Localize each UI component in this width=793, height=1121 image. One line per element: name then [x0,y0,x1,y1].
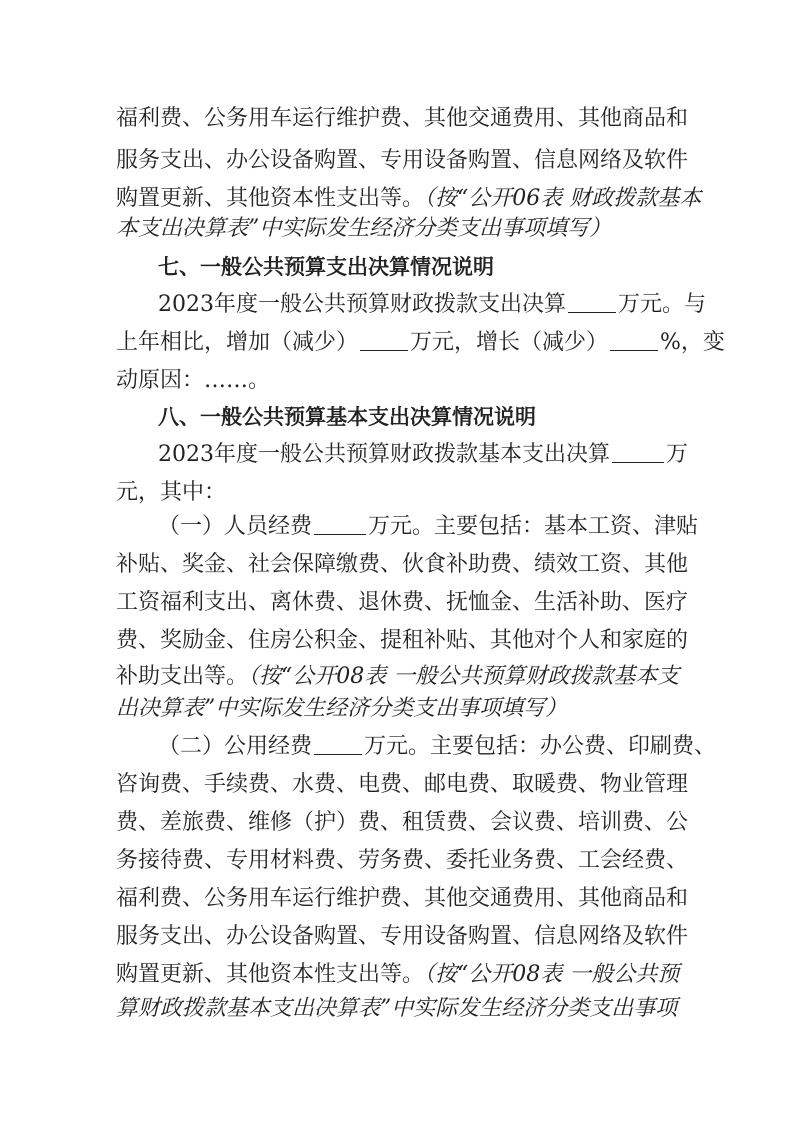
body-text: 2023年度一般公共预算财政拨款支出决算 [158,292,566,317]
body-text: 万元。与 [618,292,707,317]
body-text: 购置更新、其他资本性支出等。 [116,186,425,211]
body-text-line: 工资福利支出、离休费、退休费、抚恤金、生活补助、医疗 [116,590,689,615]
amount-blank [360,330,408,351]
instruction-note: 算财政拨款基本支出决算表”中实际发生经济分类支出事项 [116,996,678,1021]
body-text: 上年相比，增加（减少） [116,330,359,355]
instruction-note: （按“公开08表 一般公共预 [424,962,680,987]
body-text-line: 服务支出、办公设备购置、专用设备购置、信息网络及软件 [116,924,689,949]
body-text-line: 咨询费、手续费、水费、电费、邮电费、取暖费、物业管理 [116,772,689,797]
body-text: 万元，增长（减少） [410,330,609,355]
body-text-line [158,286,707,324]
body-text-line [116,956,680,994]
body-text-line: 费、奖励金、住房公积金、提租补贴、其他对个人和家庭的 [116,628,689,653]
instruction-note: 出决算表”中实际发生经济分类支出事项填写） [116,696,568,721]
body-text: %，变 [660,330,725,355]
body-text-line: 务接待费、专用材料费、劳务费、委托业务费、工会经费、 [116,848,689,873]
body-text-line [158,436,689,474]
body-text: （一）人员经费 [158,514,313,539]
body-text: 补助支出等。 [116,664,249,689]
body-text: 万 [666,442,689,467]
section-heading-7: 七、一般公共预算支出决算情况说明 [158,255,494,279]
instruction-note: （按“公开06表 财政拨款基本 [424,186,702,211]
body-text-line [158,728,717,766]
body-text-line [158,508,699,546]
instruction-note: 本支出决算表”中实际发生经济分类支出事项填写） [116,216,612,241]
body-text-line: 服务支出、办公设备购置、专用设备购置、信息网络及软件 [116,148,689,173]
body-text: 万元。主要包括：办公费、印刷费、 [364,734,717,759]
body-text: 2023年度一般公共预算财政拨款基本支出决算 [158,442,610,467]
body-text-line: 福利费、公务用车运行维护费、其他交通费用、其他商品和 [116,106,689,131]
body-text: 购置更新、其他资本性支出等。 [116,962,425,987]
amount-blank [612,442,664,463]
percent-blank [610,330,658,351]
body-text-line: 补贴、奖金、社会保障缴费、伙食补助费、绩效工资、其他 [116,552,689,577]
amount-blank [568,292,616,313]
section-heading-8: 八、一般公共预算基本支出决算情况说明 [158,405,536,429]
body-text-line: 福利费、公务用车运行维护费、其他交通费用、其他商品和 [116,886,689,911]
body-text-line [116,324,725,362]
body-text-line: 元，其中： [116,480,227,505]
body-text-line: 费、差旅费、维修（护）费、租赁费、会议费、培训费、公 [116,810,689,835]
amount-blank [314,514,366,535]
body-text: （二）公用经费 [158,734,313,759]
body-text-line: 动原因：……。 [116,368,271,393]
instruction-note: （按“公开08表 一般公共预算财政拨款基本支 [248,664,680,689]
body-text: 万元。主要包括：基本工资、津贴 [368,514,699,539]
amount-blank [314,734,362,755]
